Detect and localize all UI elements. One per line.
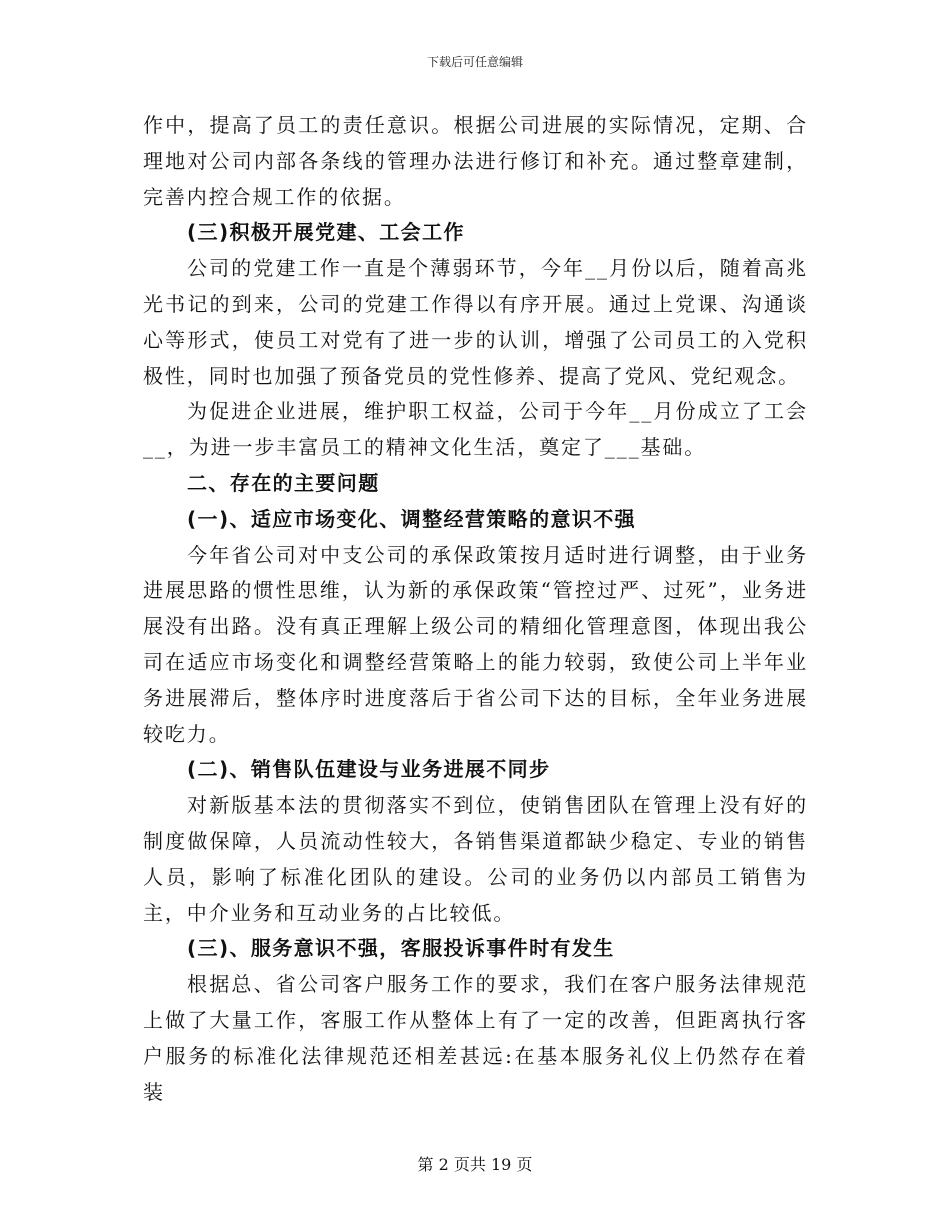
- paragraph-market-adaptation: 今年省公司对中支公司的承保政策按月适时进行调整，由于业务进展思路的惯性思维，认为新的承保政策“管控过严、过死”，业务进展没有出路。没有真正理解上级公司的精细化管理意图，体现出我公司在适应市场变化和调整经营策略上的能力较弱，致使公司上半年业务进展滞后，整体序时进度落后于省公司下达的目标，全年业务进展较吃力。: [143, 542, 808, 746]
- subheading-market-adaptation: (一)、适应市场变化、调整经营策略的意识不强: [187, 506, 637, 531]
- subheading-service-awareness: (三)、服务意识不强，客服投诉事件时有发生: [187, 936, 615, 961]
- page-number-footer: 第 2 页共 19 页: [417, 1155, 533, 1174]
- header-note: 下载后可任意编辑: [426, 55, 523, 69]
- paragraph-continuation: 作中，提高了员工的责任意识。根据公司进展的实际情况，定期、合理地对公司内部各条线的管理办法进行修订和补充。通过整章建制，完善内控合规工作的依据。: [143, 113, 808, 209]
- paragraph-service-awareness: 根据总、省公司客户服务工作的要求，我们在客户服务法律规范上做了大量工作，客服工作从整体上有了一定的改善，但距离执行客户服务的标准化法律规范还相差甚远:在基本服务礼仪上仍然存在着装: [143, 972, 808, 1104]
- paragraph-sales-team: 对新版基本法的贯彻落实不到位，使销售团队在管理上没有好的制度做保障，人员流动性较大，各销售渠道都缺少稳定、专业的销售人员，影响了标准化团队的建设。公司的业务仍以内部员工销售为主，中介业务和互动业务的占比较低。: [143, 793, 808, 925]
- section-heading-party-union: (三)积极开展党建、工会工作: [187, 220, 465, 245]
- section-heading-main-problems: 二、存在的主要问题: [187, 470, 380, 495]
- paragraph-party-building: 公司的党建工作一直是个薄弱环节，今年__月份以后，随着高兆光书记的到来，公司的党建工作得以有序开展。通过上党课、沟通谈心等形式，使员工对党有了进一步的认训，增强了公司员工的入党积极性，同时也加强了预备党员的党性修养、提高了党风、党纪观念。: [143, 256, 808, 388]
- document-body: [143, 108, 808, 1110]
- subheading-sales-team: (二)、销售队伍建设与业务进展不同步: [187, 757, 551, 782]
- paragraph-union: 为促进企业进展，维护职工权益，公司于今年__月份成立了工会__，为进一步丰富员工的精神文化生活，奠定了___基础。: [143, 399, 808, 460]
